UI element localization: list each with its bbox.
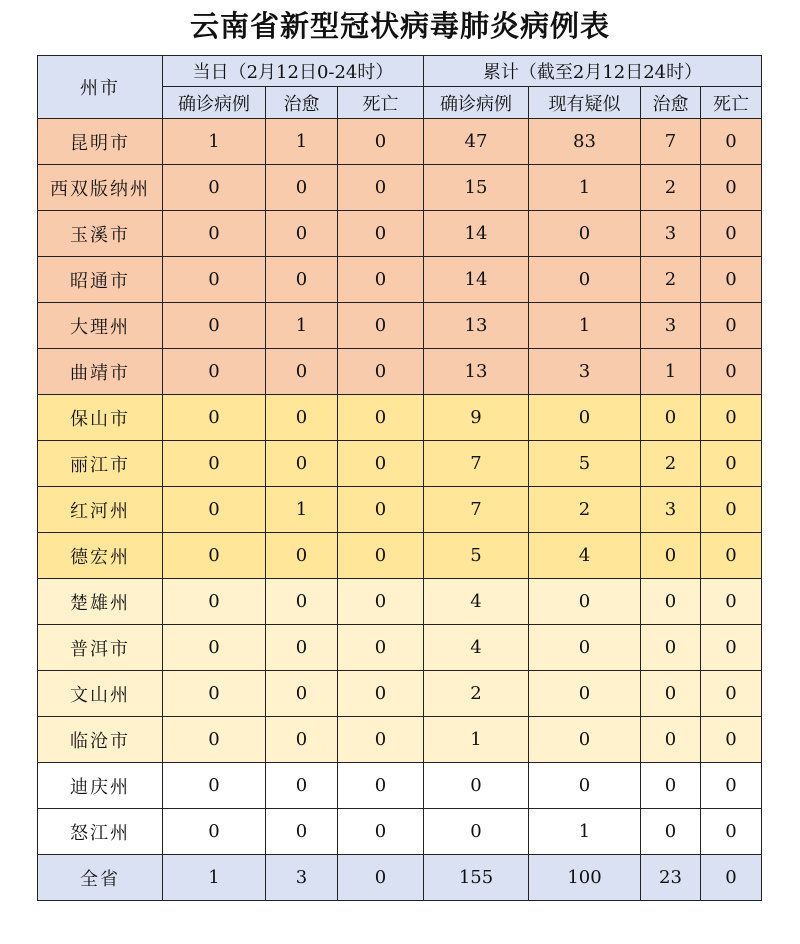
daily-dead-cell: 0 [338,349,424,395]
daily-dead-cell: 0 [338,717,424,763]
cum-suspected-cell: 0 [529,763,641,809]
daily-dead-cell: 0 [338,165,424,211]
region-name-cell: 昭通市 [38,257,163,303]
region-name-cell: 昆明市 [38,119,163,165]
table-row [38,441,762,487]
daily-dead-cell: 0 [338,395,424,441]
daily-dead-cell: 0 [338,441,424,487]
table-row [38,349,762,395]
cum-suspected-cell: 5 [529,441,641,487]
daily-confirmed-cell: 0 [163,487,266,533]
header-region: 州市 [38,56,163,119]
cum-confirmed-cell: 5 [424,533,529,579]
region-name-cell: 临沧市 [38,717,163,763]
cum-suspected-cell: 0 [529,625,641,671]
region-name-cell: 怒江州 [38,809,163,855]
cum-cured-cell: 2 [641,257,701,303]
cum-confirmed-cell: 14 [424,257,529,303]
cum-suspected-cell: 100 [529,855,641,901]
daily-cured-cell: 0 [266,579,338,625]
table-row [38,395,762,441]
daily-confirmed-cell: 0 [163,579,266,625]
cum-confirmed-cell: 47 [424,119,529,165]
table-row [38,579,762,625]
cum-dead-cell: 0 [701,395,762,441]
daily-confirmed-cell: 0 [163,717,266,763]
table-row [38,165,762,211]
region-name-cell: 迪庆州 [38,763,163,809]
daily-cured-cell: 0 [266,625,338,671]
cum-suspected-cell: 0 [529,717,641,763]
daily-confirmed-cell: 1 [163,119,266,165]
case-table [37,55,762,901]
cum-confirmed-cell: 4 [424,579,529,625]
cum-dead-cell: 0 [701,119,762,165]
cum-suspected-cell: 1 [529,303,641,349]
cum-suspected-cell: 0 [529,257,641,303]
daily-cured-cell: 1 [266,303,338,349]
daily-confirmed-cell: 0 [163,211,266,257]
daily-dead-cell: 0 [338,533,424,579]
daily-confirmed-cell: 0 [163,441,266,487]
cum-suspected-cell: 0 [529,579,641,625]
daily-cured-cell: 0 [266,165,338,211]
daily-confirmed-cell: 0 [163,671,266,717]
cum-cured-cell: 0 [641,395,701,441]
daily-cured-cell: 0 [266,763,338,809]
daily-dead-cell: 0 [338,763,424,809]
daily-confirmed-cell: 0 [163,349,266,395]
daily-confirmed-cell: 0 [163,257,266,303]
region-name-cell: 保山市 [38,395,163,441]
cum-cured-cell: 7 [641,119,701,165]
cum-cured-cell: 2 [641,165,701,211]
cum-dead-cell: 0 [701,303,762,349]
daily-cured-cell: 1 [266,119,338,165]
cum-confirmed-cell: 7 [424,441,529,487]
cum-dead-cell: 0 [701,671,762,717]
daily-confirmed-cell: 0 [163,763,266,809]
daily-cured-cell: 0 [266,671,338,717]
cum-dead-cell: 0 [701,257,762,303]
daily-confirmed-cell: 0 [163,165,266,211]
daily-confirmed-cell: 0 [163,533,266,579]
table-row [38,809,762,855]
daily-cured-cell: 0 [266,395,338,441]
cum-cured-cell: 0 [641,763,701,809]
cum-dead-cell: 0 [701,717,762,763]
region-name-cell: 德宏州 [38,533,163,579]
cum-suspected-cell: 4 [529,533,641,579]
table-row [38,717,762,763]
daily-dead-cell: 0 [338,579,424,625]
cum-suspected-cell: 0 [529,671,641,717]
header-daily-confirmed: 确诊病例 [163,87,266,119]
cum-dead-cell: 0 [701,625,762,671]
daily-dead-cell: 0 [338,855,424,901]
cum-cured-cell: 3 [641,211,701,257]
region-name-cell: 西双版纳州 [38,165,163,211]
daily-dead-cell: 0 [338,809,424,855]
cum-confirmed-cell: 14 [424,211,529,257]
cum-confirmed-cell: 0 [424,809,529,855]
cum-confirmed-cell: 9 [424,395,529,441]
region-name-cell: 丽江市 [38,441,163,487]
cum-suspected-cell: 2 [529,487,641,533]
daily-confirmed-cell: 1 [163,855,266,901]
table-row [38,303,762,349]
region-name-cell: 玉溪市 [38,211,163,257]
daily-cured-cell: 0 [266,533,338,579]
cum-confirmed-cell: 7 [424,487,529,533]
header-cum-suspected: 现有疑似 [529,87,641,119]
cum-cured-cell: 23 [641,855,701,901]
daily-dead-cell: 0 [338,303,424,349]
region-name-cell: 红河州 [38,487,163,533]
daily-confirmed-cell: 0 [163,625,266,671]
cum-confirmed-cell: 155 [424,855,529,901]
cum-suspected-cell: 0 [529,211,641,257]
region-name-cell: 曲靖市 [38,349,163,395]
region-name-cell: 普洱市 [38,625,163,671]
cum-confirmed-cell: 15 [424,165,529,211]
daily-dead-cell: 0 [338,211,424,257]
header-daily-group: 当日（2月12日0-24时） [163,56,424,87]
daily-cured-cell: 0 [266,349,338,395]
daily-cured-cell: 0 [266,809,338,855]
table-row [38,211,762,257]
daily-cured-cell: 0 [266,717,338,763]
daily-confirmed-cell: 0 [163,809,266,855]
cum-cured-cell: 0 [641,579,701,625]
header-cum-confirmed: 确诊病例 [424,87,529,119]
total-row [38,855,762,901]
region-name-cell: 文山州 [38,671,163,717]
cum-dead-cell: 0 [701,165,762,211]
header-cumulative-group: 累计（截至2月12日24时） [424,56,762,87]
daily-dead-cell: 0 [338,257,424,303]
cum-confirmed-cell: 4 [424,625,529,671]
cum-suspected-cell: 0 [529,395,641,441]
daily-cured-cell: 0 [266,211,338,257]
cum-cured-cell: 3 [641,487,701,533]
cum-suspected-cell: 1 [529,809,641,855]
header-cum-dead: 死亡 [701,87,762,119]
cum-dead-cell: 0 [701,211,762,257]
daily-dead-cell: 0 [338,487,424,533]
table-row [38,119,762,165]
cum-suspected-cell: 1 [529,165,641,211]
daily-cured-cell: 0 [266,441,338,487]
cum-dead-cell: 0 [701,441,762,487]
daily-confirmed-cell: 0 [163,303,266,349]
region-name-cell: 大理州 [38,303,163,349]
cum-suspected-cell: 83 [529,119,641,165]
region-name-cell: 楚雄州 [38,579,163,625]
daily-cured-cell: 3 [266,855,338,901]
table-row [38,487,762,533]
table-row [38,257,762,303]
cum-dead-cell: 0 [701,809,762,855]
cum-cured-cell: 0 [641,625,701,671]
daily-confirmed-cell: 0 [163,395,266,441]
daily-cured-cell: 0 [266,257,338,303]
cum-cured-cell: 2 [641,441,701,487]
page-title: 云南省新型冠状病毒肺炎病例表 [189,9,610,43]
daily-cured-cell: 1 [266,487,338,533]
table-row [38,671,762,717]
header-daily-cured: 治愈 [266,87,338,119]
cum-cured-cell: 1 [641,349,701,395]
table-row [38,625,762,671]
cum-cured-cell: 0 [641,533,701,579]
header-daily-dead: 死亡 [338,87,424,119]
region-name-cell: 全省 [38,855,163,901]
cum-confirmed-cell: 13 [424,303,529,349]
cum-cured-cell: 0 [641,671,701,717]
cum-dead-cell: 0 [701,533,762,579]
cum-dead-cell: 0 [701,579,762,625]
cum-confirmed-cell: 0 [424,763,529,809]
cum-cured-cell: 0 [641,717,701,763]
cum-confirmed-cell: 13 [424,349,529,395]
daily-dead-cell: 0 [338,119,424,165]
cum-dead-cell: 0 [701,763,762,809]
cum-confirmed-cell: 2 [424,671,529,717]
cum-cured-cell: 3 [641,303,701,349]
cum-dead-cell: 0 [701,487,762,533]
table-row [38,533,762,579]
cum-confirmed-cell: 1 [424,717,529,763]
cum-dead-cell: 0 [701,855,762,901]
cum-suspected-cell: 3 [529,349,641,395]
daily-dead-cell: 0 [338,625,424,671]
cum-cured-cell: 0 [641,809,701,855]
cum-dead-cell: 0 [701,349,762,395]
daily-dead-cell: 0 [338,671,424,717]
header-cum-cured: 治愈 [641,87,701,119]
table-row [38,763,762,809]
